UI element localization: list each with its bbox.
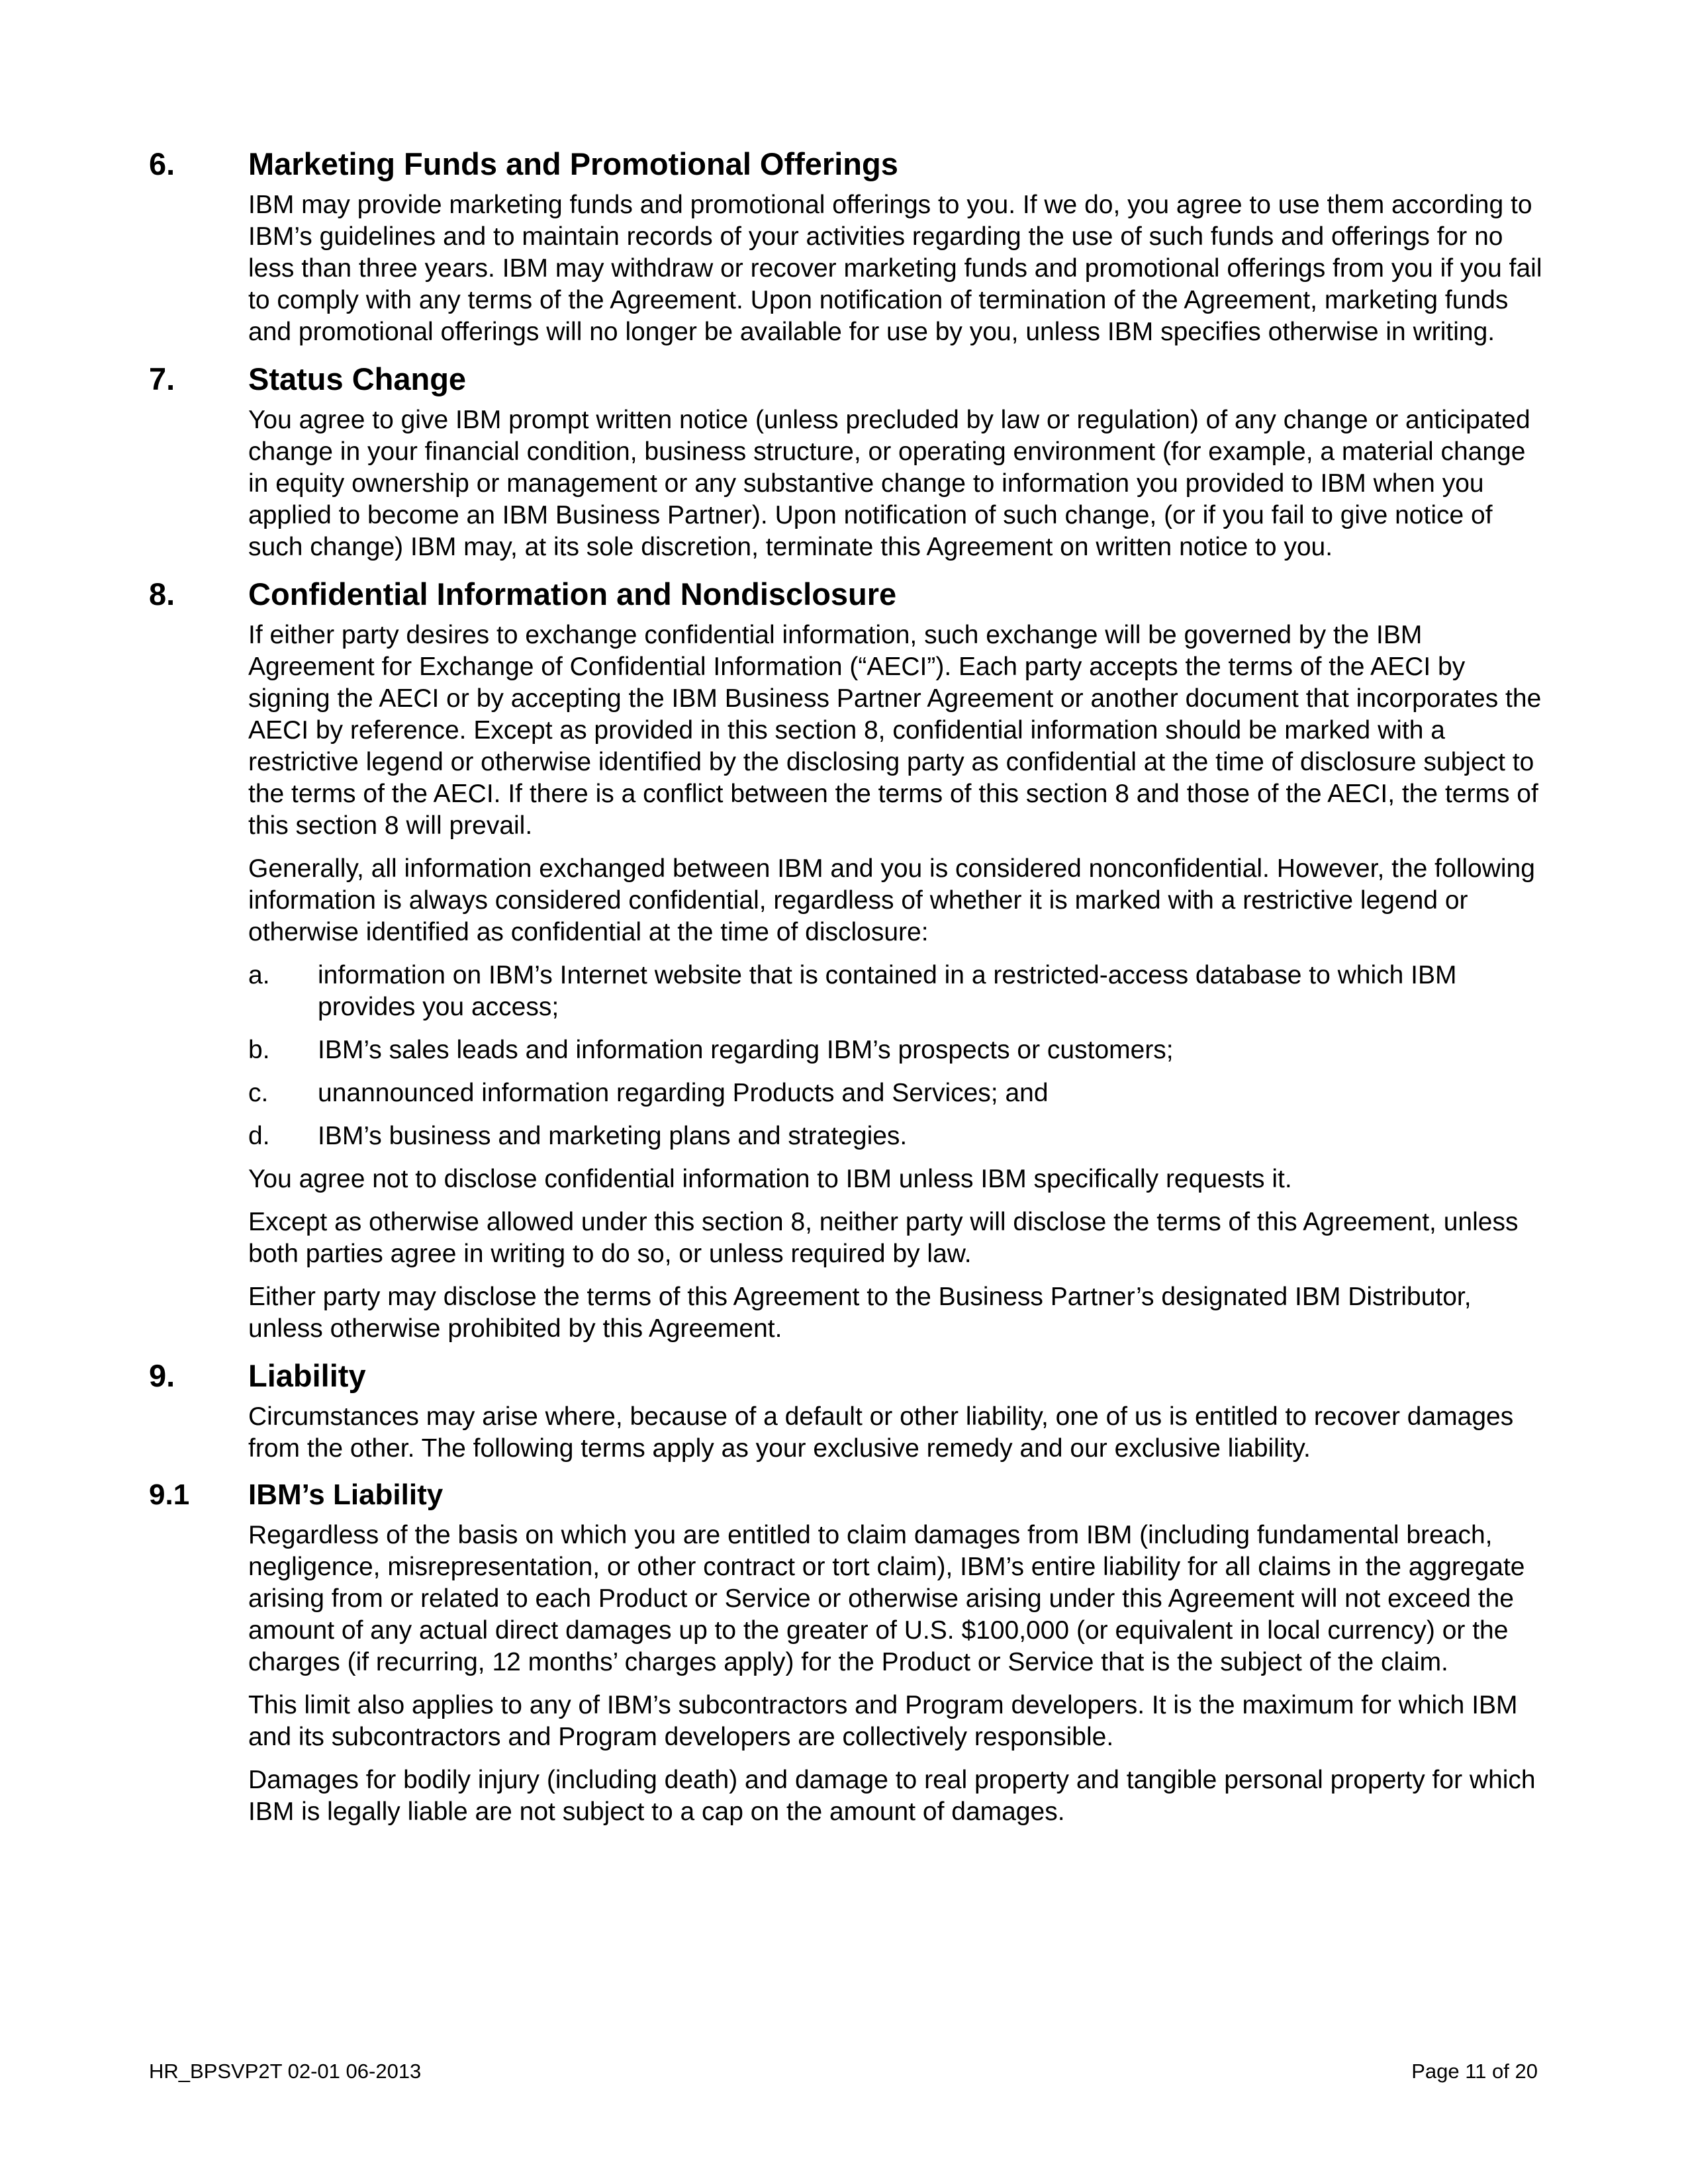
page-footer: [149, 2060, 1538, 2083]
section-body: [248, 1520, 1552, 1828]
list-item: [248, 1077, 1552, 1109]
section-number: 6.: [149, 146, 175, 181]
page-number: Page 11 of 20: [1411, 2060, 1538, 2083]
list-marker: a.: [248, 961, 270, 989]
section-6: [149, 144, 1552, 348]
section-8: [149, 574, 1552, 1345]
section-number: 9.1: [149, 1479, 190, 1511]
paragraph: Generally, all information exchanged between IBM and you is considered nonconfidential. However, the following information is always considered confidential, regardless of whether it is marked with a restrictive legend or otherwise identified as confidential at the time of disclosure:: [248, 854, 1535, 946]
section-9-1: [149, 1476, 1552, 1828]
section-heading: [149, 574, 1552, 614]
list-text: IBM’s business and marketing plans and strategies.: [318, 1122, 908, 1150]
list-item: [248, 1034, 1552, 1066]
paragraph: IBM may provide marketing funds and promotional offerings to you. If we do, you agree to use them according to IBM’s guidelines and to maintain records of your activities regarding the use of such funds and offerings for no less than three years. IBM may withdraw or recover marketing funds and promotional offerings from you if you fail to comply with any terms of the Agreement. Upon notification of termination of the Agreement, marketing funds and promotional offerings will no longer be available for use by you, unless IBM specifies otherwise in writing.: [248, 191, 1542, 346]
section-heading: [149, 144, 1552, 184]
list-marker: b.: [248, 1036, 270, 1064]
paragraph: Damages for bodily injury (including death) and damage to real property and tangible personal property for which IBM is legally liable are not subject to a cap on the amount of damages.: [248, 1766, 1536, 1826]
paragraph: You agree to give IBM prompt written notice (unless precluded by law or regulation) of any change or anticipated change in your financial condition, business structure, or operating environment (for example, a material change in equity ownership or management or any substantive change to information you provided to IBM when you applied to become an IBM Business Partner). Upon notification of such change, (or if you fail to give notice of such change) IBM may, at its sole discretion, terminate this Agreement on written notice to you.: [248, 406, 1530, 561]
list-marker: d.: [248, 1122, 270, 1150]
section-heading: [149, 359, 1552, 399]
section-body: [248, 404, 1552, 563]
section-7: [149, 359, 1552, 563]
list-text: information on IBM’s Internet website that is contained in a restricted-access database to which IBM provides you access;: [318, 961, 1457, 1021]
list-item: [248, 1120, 1552, 1152]
section-title: Status Change: [248, 361, 467, 396]
section-title: IBM’s Liability: [248, 1479, 444, 1511]
document-body: [149, 144, 1552, 1839]
section-title: Marketing Funds and Promotional Offerings: [248, 146, 898, 181]
section-9: [149, 1356, 1552, 1465]
paragraph: You agree not to disclose confidential information to IBM unless IBM specifically requests it.: [248, 1165, 1292, 1193]
section-number: 7.: [149, 361, 175, 396]
subsection-heading: [149, 1476, 1552, 1514]
paragraph: Either party may disclose the terms of this Agreement to the Business Partner’s designated IBM Distributor, unless otherwise prohibited by this Agreement.: [248, 1283, 1472, 1343]
section-body: [248, 189, 1552, 348]
list-item: [248, 960, 1552, 1023]
document-id: HR_BPSVP2T 02-01 06-2013: [149, 2060, 422, 2083]
section-heading: [149, 1356, 1552, 1396]
paragraph: This limit also applies to any of IBM’s subcontractors and Program developers. It is the maximum for which IBM and its subcontractors and Program developers are collectively responsible.: [248, 1691, 1518, 1751]
paragraph: Regardless of the basis on which you are entitled to claim damages from IBM (including fundamental breach, negligence, misrepresentation, or other contract or tort claim), IBM’s entire liability for all claims in the aggregate arising from or related to each Product or Service or otherwise arising under this Agreement will not exceed the amount of any actual direct damages up to the greater of U.S. $100,000 (or equivalent in local currency) or the charges (if recurring, 12 months’ charges apply) for the Product or Service that is the subject of the claim.: [248, 1521, 1525, 1676]
section-body: [248, 1401, 1552, 1465]
list-text: IBM’s sales leads and information regarding IBM’s prospects or customers;: [318, 1036, 1174, 1064]
paragraph: If either party desires to exchange confidential information, such exchange will be governed by the IBM Agreement for Exchange of Confidential Information (“AECI”). Each party accepts the terms of the AECI by signing the AECI or by accepting the IBM Business Partner Agreement or another document that incorporates the AECI by reference. Except as provided in this section 8, confidential information should be marked with a restrictive legend or otherwise identified by the disclosing party as confidential at the time of disclosure subject to the terms of the AECI. If there is a conflict between the terms of this section 8 and those of the AECI, the terms of this section 8 will prevail.: [248, 621, 1542, 840]
section-number: 9.: [149, 1358, 175, 1393]
section-number: 8.: [149, 576, 175, 612]
section-title: Liability: [248, 1358, 366, 1393]
list-text: unannounced information regarding Products and Services; and: [318, 1079, 1049, 1107]
section-body: [248, 619, 1552, 1345]
section-title: Confidential Information and Nondisclosure: [248, 576, 897, 612]
paragraph: Circumstances may arise where, because of a default or other liability, one of us is entitled to recover damages from the other. The following terms apply as your exclusive remedy and our exclusive liability.: [248, 1402, 1514, 1463]
list-marker: c.: [248, 1079, 269, 1107]
paragraph: Except as otherwise allowed under this section 8, neither party will disclose the terms of this Agreement, unless both parties agree in writing to do so, or unless required by law.: [248, 1208, 1519, 1268]
confidential-info-list: [248, 960, 1552, 1152]
